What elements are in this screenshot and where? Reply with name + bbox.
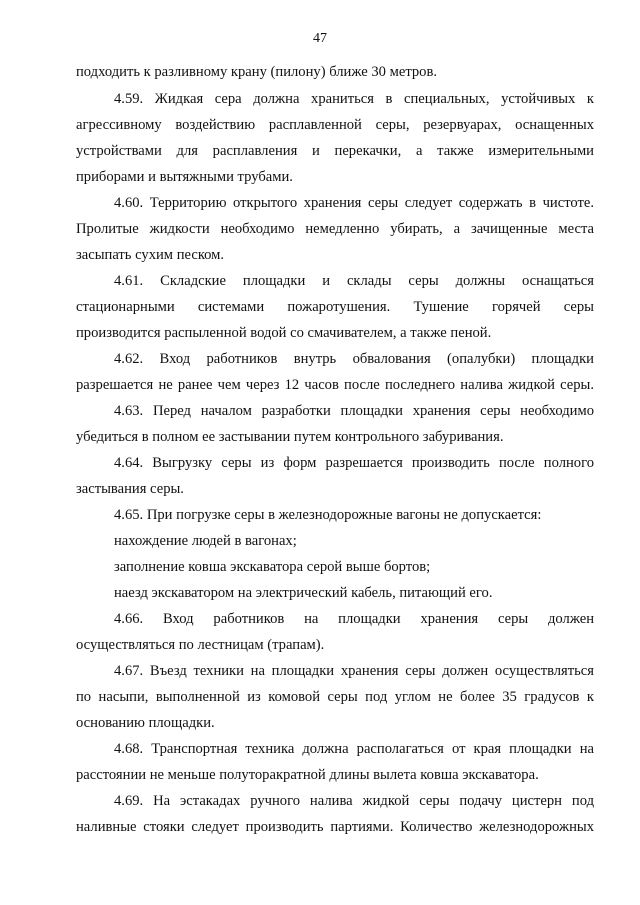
text-line: засыпать сухим песком. — [76, 247, 225, 263]
text-line: 4.66. Вход работников на площадки хранения серы должен — [114, 611, 594, 627]
text-line: наезд экскаватором на электрический кабель, питающий его. — [114, 585, 493, 601]
text-line: застывания серы. — [76, 481, 184, 497]
text-line: подходить к разливному крану (пилону) ближе 30 метров. — [76, 64, 438, 80]
text-line: приборами и вытяжными трубами. — [76, 169, 293, 185]
text-line: 4.62. Вход работников внутрь обвалования (опалубки) площадки — [114, 351, 594, 367]
text-line: по насыпи, выполненной из комовой серы под углом не более 35 градусов к — [76, 689, 594, 705]
text-line: стационарными системами пожаротушения. Тушение горячей серы — [76, 299, 594, 315]
text-line: 4.59. Жидкая сера должна храниться в специальных, устойчивых к — [114, 91, 594, 107]
text-line: 4.64. Выгрузку серы из форм разрешается производить после полного — [114, 455, 594, 471]
text-line: расстоянии не меньше полуторакратной длины вылета ковша экскаватора. — [76, 767, 539, 783]
text-line: агрессивному воздействию расплавленной серы, резервуарах, оснащенных — [76, 117, 594, 133]
text-line: 4.69. На эстакадах ручного налива жидкой серы подачу цистерн под — [114, 793, 594, 809]
text-line: нахождение людей в вагонах; — [114, 533, 297, 549]
text-line: устройствами для расплавления и перекачки, а также измерительными — [76, 143, 594, 159]
text-line: 4.68. Транспортная техника должна располагаться от края площадки на — [114, 741, 594, 757]
text-line: производится распыленной водой со смачивателем, а также пеной. — [76, 325, 492, 341]
text-line: наливные стояки следует производить партиями. Количество железнодорожных — [76, 819, 594, 835]
text-line: 4.61. Складские площадки и склады серы должны оснащаться — [114, 273, 594, 289]
text-line: заполнение ковша экскаватора серой выше бортов; — [114, 559, 431, 575]
page-number: 47 — [313, 31, 327, 46]
text-line: убедиться в полном ее застывании путем контрольного забуривания. — [76, 429, 504, 445]
text-line: Пролитые жидкости необходимо немедленно убирать, а зачищенные места — [76, 221, 594, 237]
text-line: 4.60. Территорию открытого хранения серы следует содержать в чистоте. — [114, 195, 594, 211]
text-line: 4.65. При погрузке серы в железнодорожные вагоны не допускается: — [114, 507, 542, 523]
text-line: осуществляться по лестницам (трапам). — [76, 637, 325, 653]
text-line: основанию площадки. — [76, 715, 215, 731]
text-line: 4.67. Въезд техники на площадки хранения серы должен осуществляться — [114, 663, 594, 679]
text-line: разрешается не ранее чем через 12 часов после последнего налива жидкой серы. — [76, 377, 594, 393]
text-line: 4.63. Перед началом разработки площадки хранения серы необходимо — [114, 403, 594, 419]
